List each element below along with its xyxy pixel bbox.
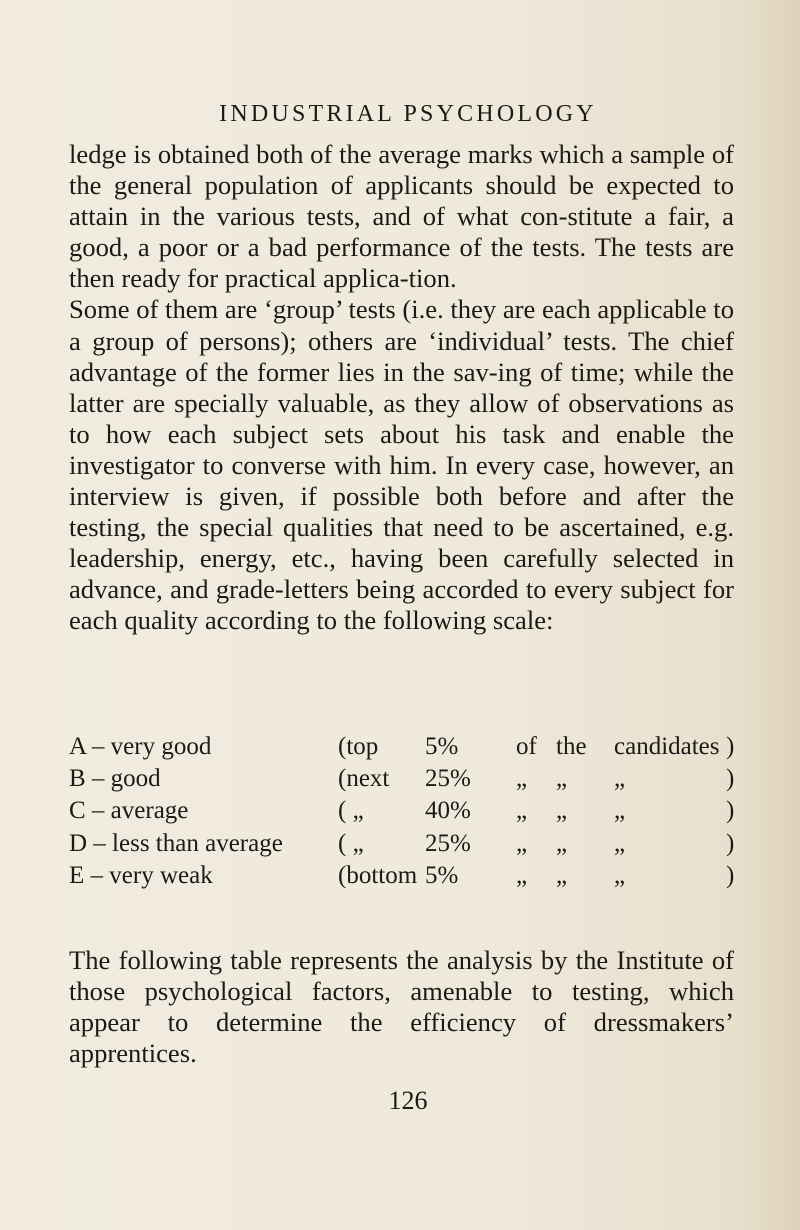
body-text: [69, 139, 734, 637]
scale-grade: D – less than average: [69, 829, 283, 857]
scale-candidates: candidates: [614, 733, 720, 760]
scale-percent: 25%: [425, 765, 471, 793]
scale-percent: 40%: [425, 797, 471, 825]
scale-candidates: „: [614, 797, 626, 825]
scale-of: of: [516, 733, 537, 760]
scale-row-d: [69, 830, 737, 862]
scale-close-paren: ): [726, 797, 735, 825]
scale-grade: A – very good: [69, 733, 212, 760]
running-header: INDUSTRIAL PSYCHOLOGY: [219, 101, 597, 127]
scale-percent: 5%: [425, 861, 459, 889]
scale-percent: 25%: [425, 829, 471, 857]
scale-row-e: [69, 862, 737, 894]
closing-text: [69, 945, 734, 1069]
scale-candidates: „: [614, 861, 626, 889]
scale-qualifier: (top: [338, 733, 379, 760]
scale-grade: C – average: [69, 797, 189, 825]
paragraph-group-tests: Some of them are ‘group’ tests (i.e. they are each applicable to a group of persons); others are ‘individual’ tests. The chief advantage of the former lies in the sav-ing of time; while the latter are specially valuable, as they allow of observations as to how each subject sets about his task and enable the investigator to converse with him. In every case, however, an interview is given, if possible both before and after the testing, the special qualities that need to be ascertained, e.g. leadership, energy, etc., having been carefully selected in advance, and grade-letters being accorded to every subject for each quality according to the following scale:: [69, 294, 734, 636]
scale-qualifier: ( „: [338, 829, 364, 857]
scale-of: „: [516, 765, 528, 793]
scale-the: „: [556, 829, 568, 857]
scale-grade: E – very weak: [69, 861, 213, 889]
scale-row-c: [69, 797, 737, 829]
paragraph-continued: ledge is obtained both of the average marks which a sample of the general population of applicants should be expected to attain in the various tests, and of what con-stitute a fair, a good, a poor or a bad performance of the tests. The tests are then ready for practical applica-tion.: [69, 139, 734, 294]
scale-the: the: [556, 733, 587, 760]
scale-row-a: [69, 733, 737, 765]
scale-the: „: [556, 861, 568, 889]
scale-candidates: „: [614, 765, 626, 793]
scale-qualifier: ( „: [338, 797, 364, 825]
scale-candidates: „: [614, 829, 626, 857]
paragraph-following-table: The following table represents the analysis by the Institute of those psychological factors, amenable to testing, which appear to determine the efficiency of dressmakers’ apprentices.: [69, 945, 734, 1069]
scale-close-paren: ): [726, 765, 735, 793]
scale-percent: 5%: [425, 733, 459, 760]
grade-scale: [69, 733, 737, 894]
scale-close-paren: ): [726, 829, 735, 857]
scale-of: „: [516, 829, 528, 857]
scale-close-paren: ): [726, 861, 735, 889]
scale-qualifier: (next: [338, 765, 390, 793]
scale-of: „: [516, 797, 528, 825]
scale-row-b: [69, 765, 737, 797]
scale-close-paren: ): [726, 733, 735, 760]
page-number: 126: [388, 1086, 428, 1115]
scale-of: „: [516, 861, 528, 889]
scale-grade: B – good: [69, 765, 161, 793]
scale-the: „: [556, 765, 568, 793]
scale-qualifier: (bottom: [338, 861, 418, 889]
scale-the: „: [556, 797, 568, 825]
